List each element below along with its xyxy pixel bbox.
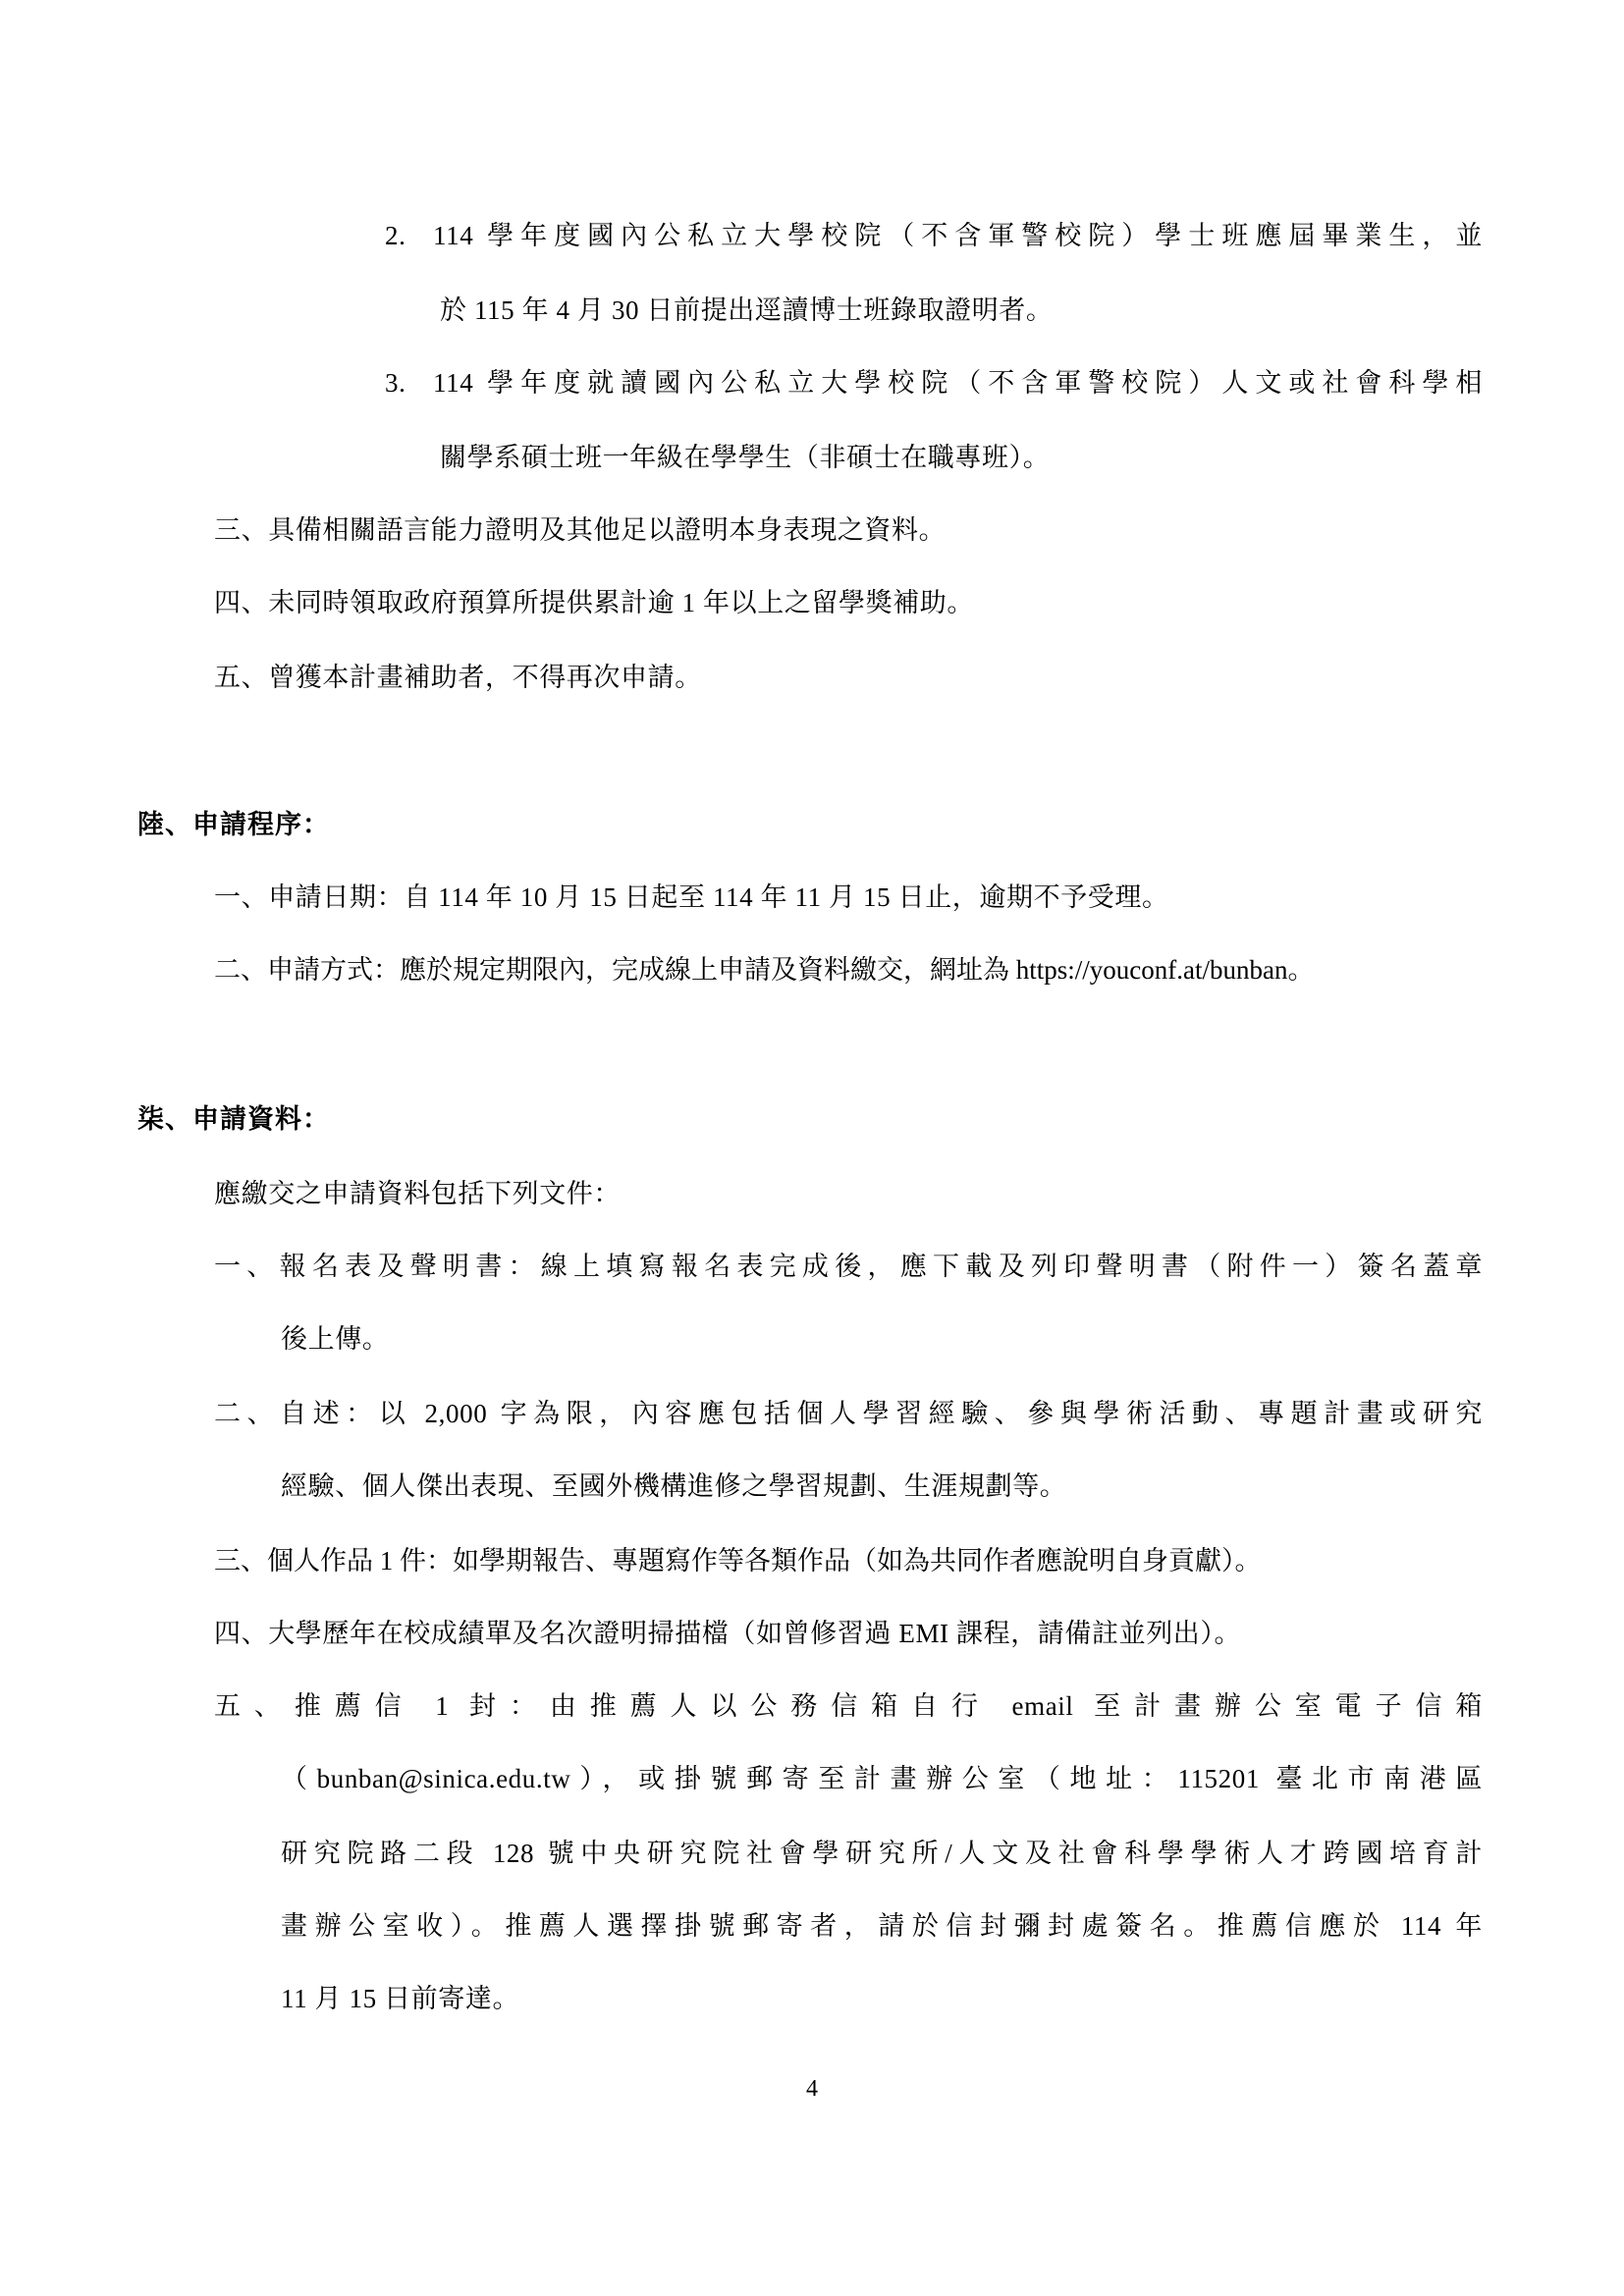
- eligibility-requirement-4: 四、未同時領取政府預算所提供累計逾 1 年以上之留學獎補助。: [214, 588, 974, 617]
- materials-item-5-line-5: 11 月 15 日前寄達。: [281, 1984, 520, 2013]
- materials-item-5-line-2: （bunban@sinica.edu.tw），或掛號郵寄至計畫辦公室（地址：115201 臺北市南港區: [281, 1764, 1483, 1793]
- materials-item-1-line-2: 後上傳。: [281, 1324, 390, 1354]
- procedure-item-1: 一、申請日期：自 114 年 10 月 15 日起至 114 年 11 月 15 日止，逾期不予受理。: [214, 882, 1169, 912]
- eligibility-item-3-line-2: 關學系碩士班一年級在學學生（非碩士在職專班）。: [440, 443, 1051, 472]
- materials-item-2-line-2: 經驗、個人傑出表現、至國外機構進修之學習規劃、生涯規劃等。: [281, 1471, 1067, 1501]
- eligibility-item-3-line-1: 3. 114 學年度就讀國內公私立大學校院（不含軍警校院）人文或社會科學相: [385, 368, 1483, 398]
- materials-item-1-line-1: 一、報名表及聲明書：線上填寫報名表完成後，應下載及列印聲明書（附件一）簽名蓋章: [214, 1252, 1483, 1281]
- materials-item-4: 四、大學歷年在校成績單及名次證明掃描檔（如曾修習過 EMI 課程，請備註並列出）。: [214, 1619, 1242, 1648]
- procedure-item-2: 二、申請方式：應於規定期限內，完成線上申請及資料繳交，網址為 https://youconf.at/bunban。: [214, 955, 1315, 985]
- eligibility-requirement-5: 五、曾獲本計畫補助者，不得再次申請。: [214, 663, 702, 692]
- page-number: 4: [806, 2076, 818, 2102]
- eligibility-item-2-line-1: 2. 114 學年度國內公私立大學校院（不含軍警校院）學士班應屆畢業生，並: [385, 221, 1483, 250]
- section-heading-application-procedure: 陸、申請程序：: [137, 810, 330, 839]
- materials-item-2-line-1: 二、自述：以 2,000 字為限，內容應包括個人學習經驗、參與學術活動、專題計畫或研究: [214, 1399, 1483, 1428]
- eligibility-item-2-line-2: 於 115 年 4 月 30 日前提出逕讀博士班錄取證明者。: [440, 295, 1054, 325]
- materials-item-5-line-3: 研究院路二段 128 號中央研究院社會學研究所/人文及社會科學學術人才跨國培育計: [281, 1839, 1483, 1868]
- materials-item-5-line-1: 五、推薦信 1 封：由推薦人以公務信箱自行 email 至計畫辦公室電子信箱: [214, 1691, 1483, 1721]
- section-heading-application-materials: 柒、申請資料：: [137, 1104, 330, 1134]
- eligibility-requirement-3: 三、具備相關語言能力證明及其他足以證明本身表現之資料。: [214, 515, 947, 545]
- materials-item-5-line-4: 畫辦公室收）。推薦人選擇掛號郵寄者，請於信封彌封處簽名。推薦信應於 114 年: [281, 1911, 1483, 1941]
- materials-item-3: 三、個人作品 1 件：如學期報告、專題寫作等各類作品（如為共同作者應說明自身貢獻）。: [214, 1546, 1262, 1575]
- materials-intro: 應繳交之申請資料包括下列文件：: [214, 1179, 621, 1208]
